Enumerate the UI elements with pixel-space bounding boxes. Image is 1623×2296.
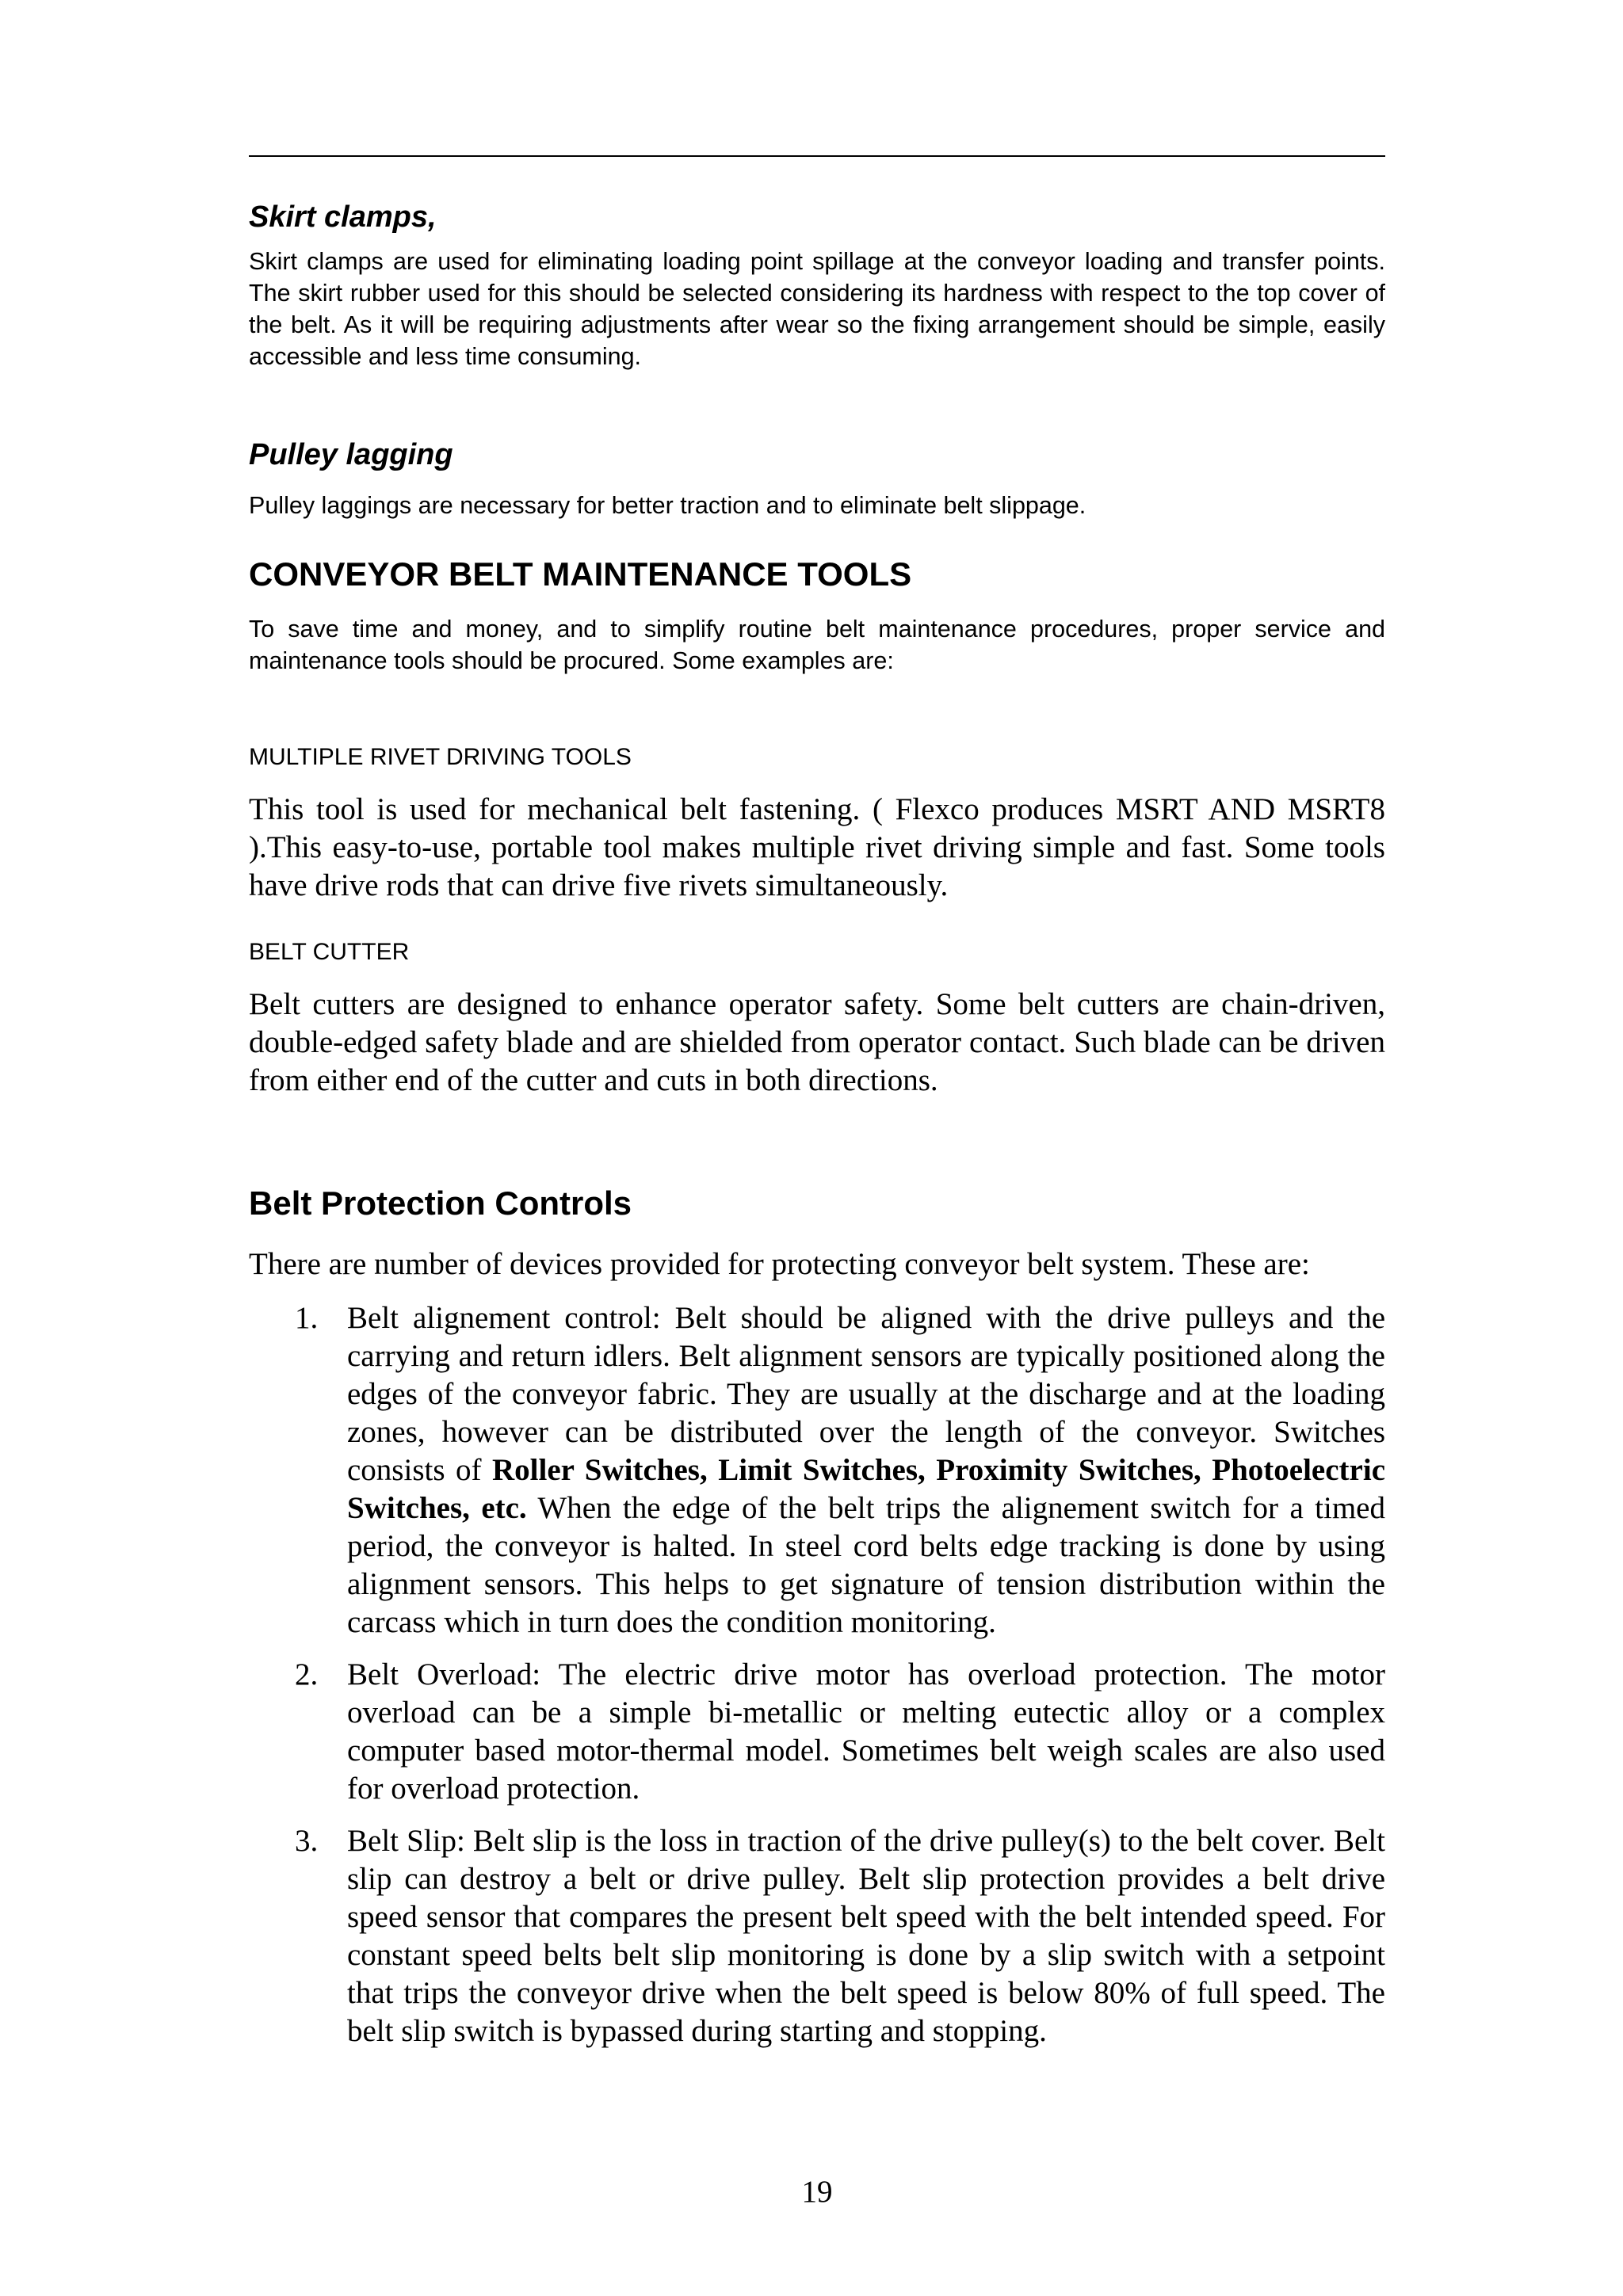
- list-item: [249, 1656, 1385, 1808]
- list-item-text-a: Belt alignement control: Belt should be aligned with the drive pulleys and the carrying and return idlers. Belt alignment sensors are typically positioned along the edges of the conveyor fabric. They are usually at the discharge and at the loading zones, however can be distributed over the length of the conveyor. Switches consists of: [347, 1301, 1385, 1487]
- list-item-text: Belt Overload: The electric drive motor has overload protection. The motor overload can be a simple bi-metallic or melting eutectic alloy or a complex computer based motor-thermal model. Sometimes belt weigh scales are also used for overload protection.: [347, 1657, 1385, 1806]
- document-page: [249, 0, 1385, 2296]
- list-item: [249, 1822, 1385, 2050]
- skirt-clamps-paragraph: Skirt clamps are used for eliminating loading point spillage at the conveyor loading and transfer points. The skirt rubber used for this should be selected considering its hardness with respect to the top cover of the belt. As it will be requiring adjustments after wear so the fixing arrangement should be simple, easily accessible and less time consuming.: [249, 248, 1385, 370]
- maintenance-tools-heading: CONVEYOR BELT MAINTENANCE TOOLS: [249, 555, 912, 593]
- maintenance-tools-paragraph: To save time and money, and to simplify routine belt maintenance procedures, proper service and maintenance tools should be procured. Some examples are:: [249, 616, 1385, 674]
- belt-protection-intro: There are number of devices provided for protecting conveyor belt system. These are:: [249, 1247, 1310, 1281]
- list-item: [249, 1299, 1385, 1642]
- belt-cutter-subheading: BELT CUTTER: [249, 939, 410, 965]
- rivet-tools-subheading: MULTIPLE RIVET DRIVING TOOLS: [249, 744, 632, 770]
- protection-list: [249, 1299, 1385, 2050]
- pulley-lagging-paragraph: Pulley laggings are necessary for better traction and to eliminate belt slippage.: [249, 492, 1086, 519]
- pulley-lagging-heading: Pulley lagging: [249, 438, 453, 471]
- list-item-number: 3.: [295, 1824, 319, 1858]
- page-number: 19: [801, 2175, 833, 2209]
- rivet-tools-paragraph: This tool is used for mechanical belt fastening. ( Flexco produces MSRT AND MSRT8 ).This easy-to-use, portable tool makes multiple rivet driving simple and fast. Some tools have drive rods that can drive five rivets simultaneously.: [249, 792, 1385, 902]
- skirt-clamps-heading: Skirt clamps,: [249, 200, 437, 234]
- header-rule: [249, 155, 1385, 157]
- list-item-number: 1.: [295, 1301, 319, 1335]
- list-item-text-b: When the edge of the belt trips the alignement switch for a timed period, the conveyor is halted. In steel cord belts edge tracking is done by using alignment sensors. This helps to get signature of tension distribution within the carcass which in turn does the condition monitoring.: [347, 1491, 1385, 1639]
- list-item-bold-switches: Roller Switches, Limit Switches, Proximity Switches, Photoelectric Switches, etc.: [347, 1453, 1385, 1525]
- list-item-number: 2.: [295, 1657, 319, 1691]
- belt-protection-heading: Belt Protection Controls: [249, 1184, 632, 1222]
- belt-cutter-paragraph: Belt cutters are designed to enhance operator safety. Some belt cutters are chain-driven, double-edged safety blade and are shielded from operator contact. Such blade can be driven from either end of the cutter and cuts in both directions.: [249, 987, 1385, 1097]
- list-item-text: Belt Slip: Belt slip is the loss in traction of the drive pulley(s) to the belt cover. Belt slip can destroy a belt or drive pulley. Belt slip protection provides a belt drive speed sensor that compares the present belt speed with the belt intended speed. For constant speed belts belt slip monitoring is done by a slip switch with a setpoint that trips the conveyor drive when the belt speed is below 80% of full speed. The belt slip switch is bypassed during starting and stopping.: [347, 1824, 1385, 2048]
